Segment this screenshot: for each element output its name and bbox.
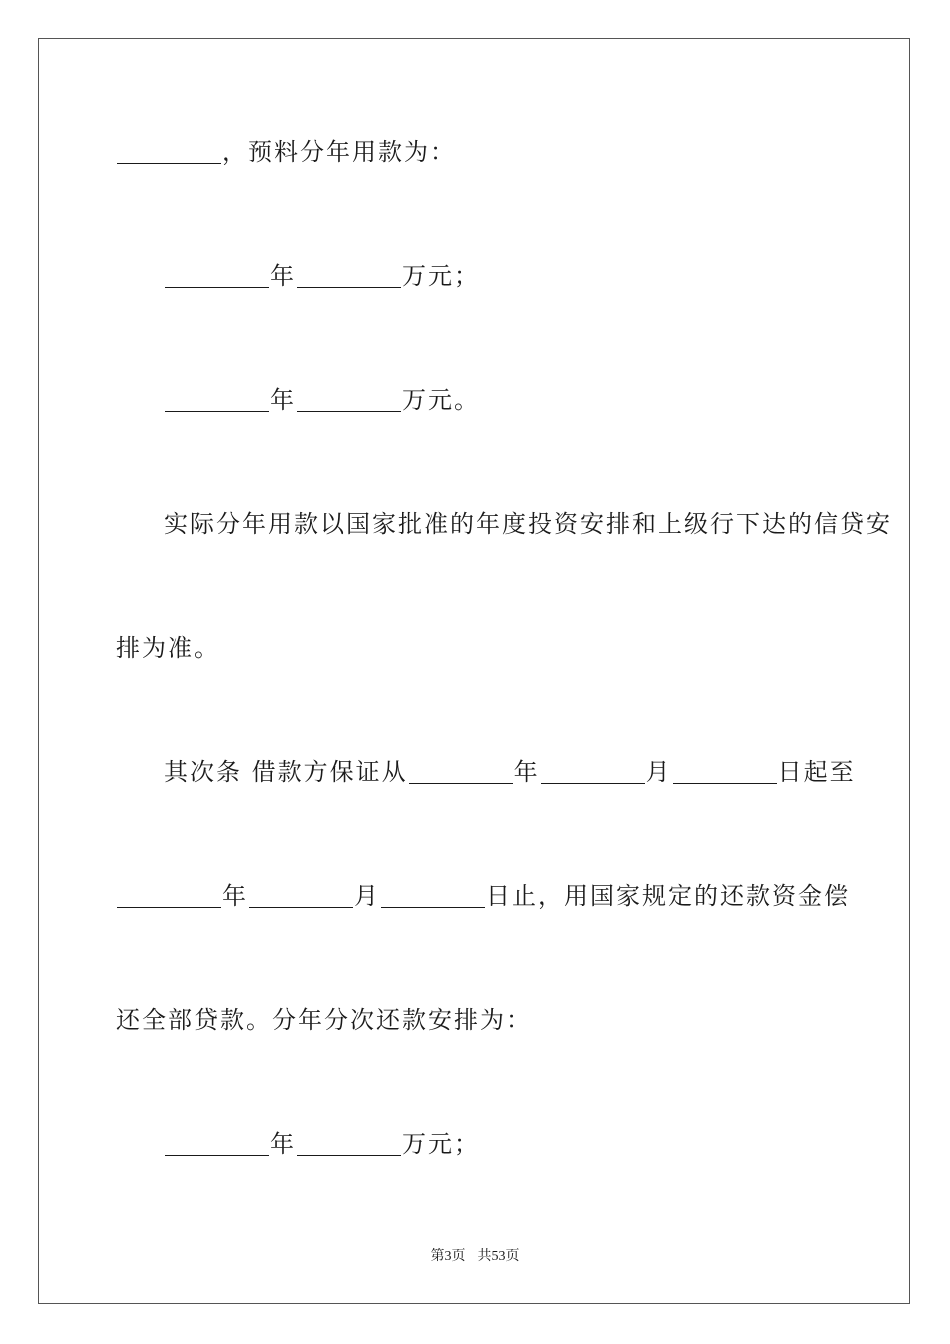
fill-in-blank [541,759,645,784]
fill-in-blank [381,883,485,908]
line-text: 年 [270,386,296,414]
line-text: 万元； [402,262,480,290]
line-text: 年 [270,1130,296,1158]
line-text: 月 [354,882,380,910]
doc-line-7 [116,880,856,912]
doc-line-5: 排为准。 [116,634,220,662]
line-text: 日起至 [777,758,856,786]
fill-in-blank [297,263,401,288]
fill-in-blank [165,263,269,288]
line-text: 日止，用国家规定的还款资金偿 [486,882,850,910]
doc-line-2 [164,260,904,292]
line-text: 年 [222,882,248,910]
doc-line-3 [164,384,904,416]
fill-in-blank [165,387,269,412]
fill-in-blank [165,1131,269,1156]
doc-line-8: 还全部贷款。分年分次还款安排为： [116,1006,532,1034]
line-text: 年 [270,262,296,290]
line-text: ，预料分年用款为： [222,138,456,166]
line-text: 月 [645,758,672,786]
fill-in-blank [297,387,401,412]
doc-line-6 [164,756,904,788]
line-text: 万元。 [402,386,480,414]
fill-in-blank [117,883,221,908]
doc-line-4: 实际分年用款以国家批准的年度投资安排和上级行下达的信贷安 [164,510,892,538]
line-text: 年 [513,758,540,786]
page-footer [0,1248,950,1266]
fill-in-blank [409,759,513,784]
doc-line-9 [164,1128,904,1160]
page-frame [38,38,910,1304]
page-number: 第3页 [430,1249,466,1264]
line-text: 其次条 借款方保证从 [164,758,408,786]
page-total: 共53页 [477,1249,520,1264]
line-text: 万元； [402,1130,480,1158]
fill-in-blank [249,883,353,908]
doc-line-1 [116,136,856,168]
fill-in-blank [117,139,221,164]
fill-in-blank [297,1131,401,1156]
fill-in-blank [673,759,777,784]
